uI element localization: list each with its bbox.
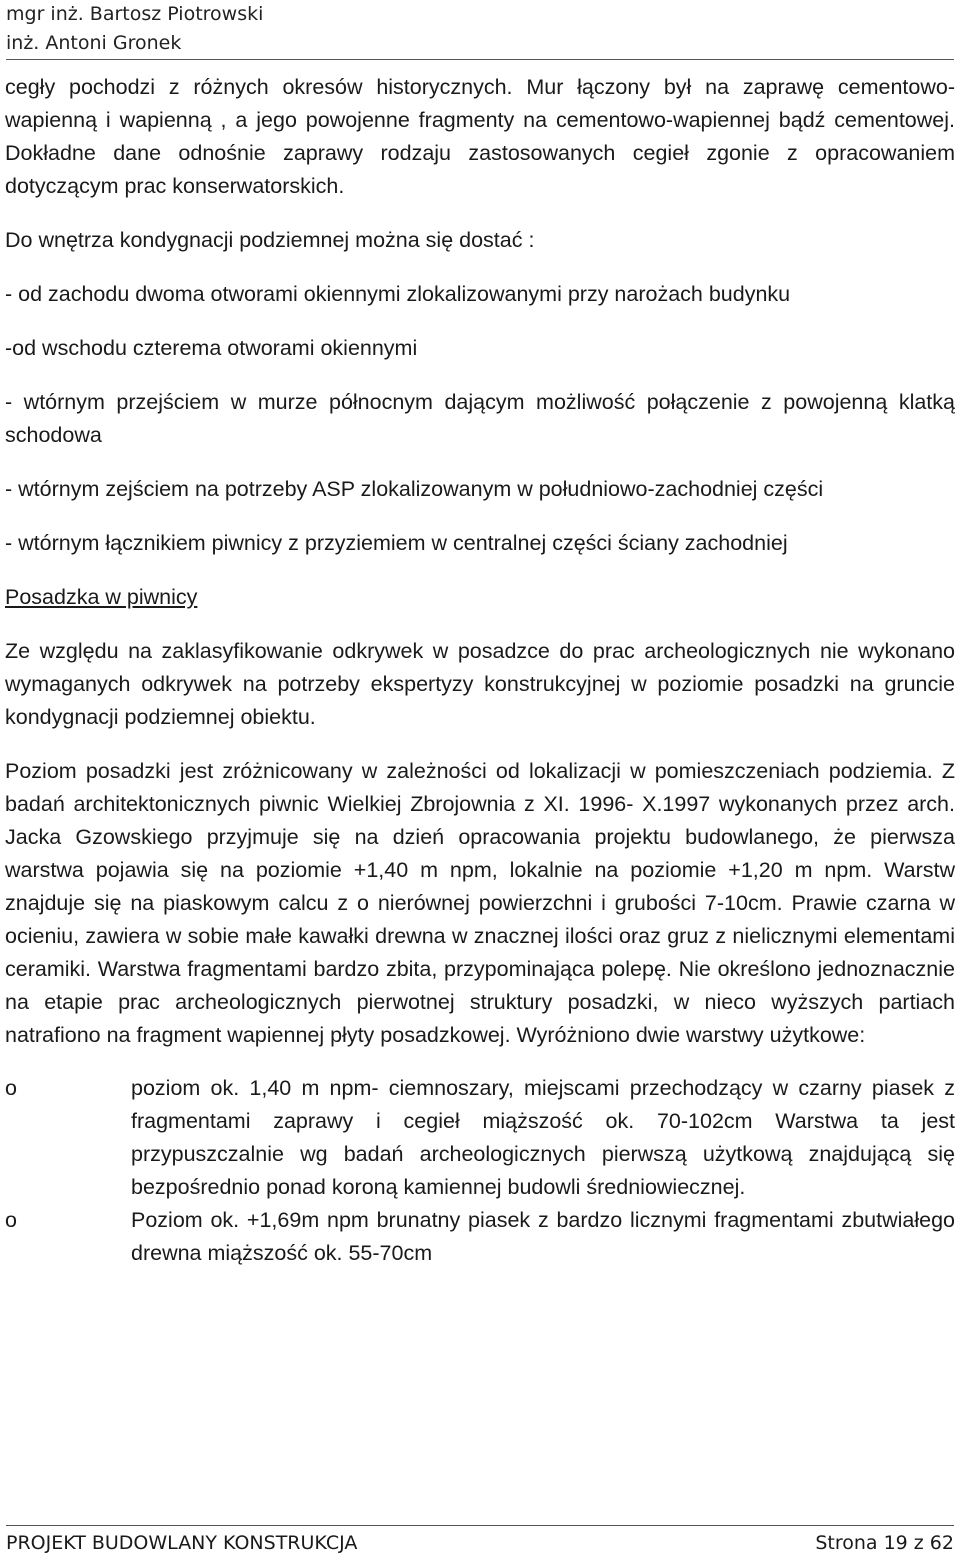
list-item-text: poziom ok. 1,40 m npm- ciemnoszary, miejscami przechodzący w czarny piasek z fragmentami zaprawy i cegieł miąższość ok. 70-102cm Warstwa ta jest przypuszczalnie wg badań archeologicznych pierwszą użytkową znajdującą się bezpośrednio ponad koroną kamiennej budowli średniowiecznej. xyxy=(131,1076,955,1199)
bullet-marker: o xyxy=(5,1076,17,1100)
footer-project-title: PROJEKT BUDOWLANY KONSTRUKCJA xyxy=(6,1532,358,1554)
access-item: - od zachodu dwoma otworami okiennymi zlokalizowanymi przy narożach budynku xyxy=(5,282,791,306)
access-intro: Do wnętrza kondygnacji podziemnej można się dostać : xyxy=(5,228,535,252)
bullet-marker: o xyxy=(5,1208,17,1232)
footer-page-number: Strona 19 z 62 xyxy=(815,1532,954,1554)
footer-divider xyxy=(6,1525,954,1526)
list-item xyxy=(5,1072,955,1204)
access-item: - wtórnym przejściem w murze północnym dającym możliwość połączenie z powojenną klatką schodowa xyxy=(5,390,955,447)
paragraph-1: Ze względu na zaklasyfikowanie odkrywek w posadzce do prac archeologicznych nie wykonano wymaganych odkrywek na potrzeby ekspertyzy konstrukcyjnej w poziomie posadzki na gruncie kondygnacji podziemnej obiektu. xyxy=(5,639,955,729)
access-item: - wtórnym zejściem na potrzeby ASP zlokalizowanym w południowo-zachodniej części xyxy=(5,477,824,501)
page-header xyxy=(6,0,954,58)
access-item: -od wschodu czterema otworami okiennymi xyxy=(5,336,418,360)
intro-paragraph: cegły pochodzi z różnych okresów historycznych. Mur łączony był na zaprawę cementowo-wapienną i wapienną , a jego powojenne fragmenty na cementowo-wapiennej bądź cementowej. Dokładne dane odnośnie zaprawy rodzaju zastosowanych cegieł zgonie z opracowaniem dotyczącym prac konserwatorskich. xyxy=(5,75,955,198)
header-divider xyxy=(6,59,954,60)
paragraph-2: Poziom posadzki jest zróżnicowany w zależności od lokalizacji w pomieszczeniach podziemia. Z badań architektonicznych piwnic Wielkiej Zbrojownia z XI. 1996- X.1997 wykonanych przez arch. Jacka Gzowskiego przyjmuje się na dzień opracowania projektu budowlanego, że pierwsza warstwa pojawia się na poziomie +1,40 m npm, lokalnie na poziomie +1,20 m npm. Warstw znajduje się na piaskowym calcu z o nierównej powierzchni i grubości 7-10cm. Prawie czarna w ocieniu, zawiera w sobie małe kawałki drewna w znacznej ilości oraz gruz z nielicznymi elementami ceramiki. Warstwa fragmentami bardzo zbita, przypominająca polepę. Nie określono jednoznacznie na etapie prac archeologicznych pierwotnej struktury posadzki, w nieco wyższych partiach natrafiono na fragment wapiennej płyty posadzkowej. Wyróżniono dwie warstwy użytkowe: xyxy=(5,759,955,1047)
list-item-text: Poziom ok. +1,69m npm brunatny piasek z bardzo licznymi fragmentami zbutwiałego drewna miąższość ok. 55-70cm xyxy=(131,1208,955,1265)
header-author-2: inż. Antoni Gronek xyxy=(6,32,182,54)
header-author-1: mgr inż. Bartosz Piotrowski xyxy=(6,3,264,25)
document-body xyxy=(5,71,955,1270)
list-item xyxy=(5,1204,955,1270)
access-item: - wtórnym łącznikiem piwnicy z przyziemiem w centralnej części ściany zachodniej xyxy=(5,531,788,555)
section-heading: Posadzka w piwnicy xyxy=(5,585,198,609)
layers-list xyxy=(5,1072,955,1270)
